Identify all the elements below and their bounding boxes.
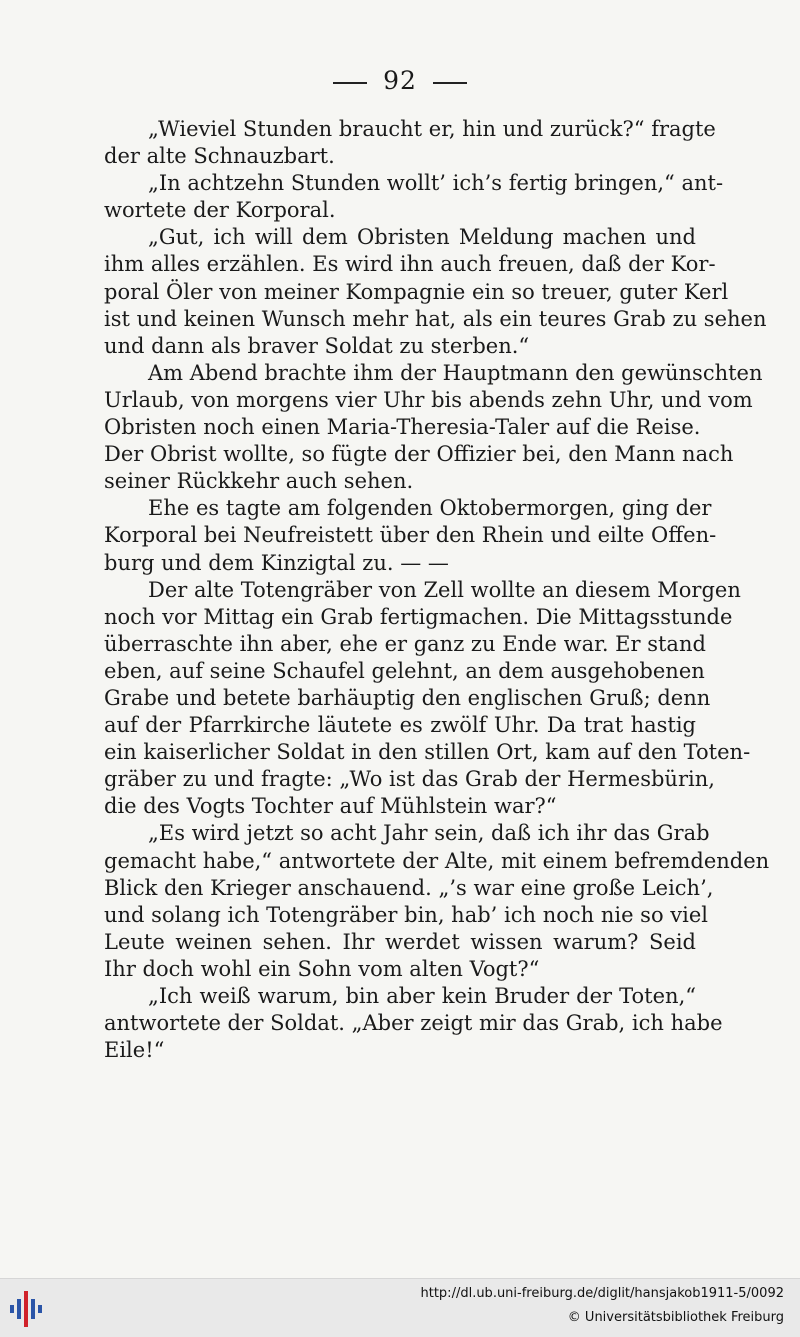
text-line: auf der Pfarrkirche läutete es zwölf Uhr. Da trat hastig — [104, 713, 696, 738]
header-dash-right — [433, 82, 467, 84]
permalink-url[interactable]: http://dl.ub.uni-freiburg.de/diglit/hansjakob1911-5/0092 — [420, 1286, 784, 1301]
text-line: Urlaub, von morgens vier Uhr bis abends zehn Uhr, und vom — [104, 387, 753, 412]
text-line: Blick den Krieger anschauend. „’s war eine große Leich’, — [104, 875, 714, 900]
text-line: überraschte ihn aber, ehe er ganz zu Ende war. Er stand — [104, 631, 706, 656]
text-line: poral Öler von meiner Kompagnie ein so treuer, guter Kerl — [104, 279, 729, 304]
page-number: 92 — [383, 66, 417, 95]
text-line: Der Obrist wollte, so fügte der Offizier bei, den Mann nach — [104, 442, 734, 467]
text-line: „Es wird jetzt so acht Jahr sein, daß ich ihr das Grab — [148, 821, 710, 846]
text-line: ihm alles erzählen. Es wird ihn auch freuen, daß der Kor- — [104, 252, 716, 277]
text-line: Eile!“ — [104, 1038, 165, 1063]
text-line: die des Vogts Tochter auf Mühlstein war?“ — [104, 794, 557, 819]
header-dash-left — [333, 82, 367, 84]
text-line: „Ich weiß warum, bin aber kein Bruder der Toten,“ — [148, 984, 696, 1008]
text-line: seiner Rückkehr auch sehen. — [104, 469, 414, 494]
text-line: „Gut, ich will dem Obristen Meldung machen und — [148, 225, 696, 250]
text-line: Obristen noch einen Maria-Theresia-Taler auf die Reise. — [104, 415, 701, 440]
text-line: ist und keinen Wunsch mehr hat, als ein teures Grab zu sehen — [104, 306, 767, 331]
text-line: der alte Schnauzbart. — [104, 144, 335, 169]
text-line: „Wieviel Stunden braucht er, hin und zurück?“ fragte — [148, 117, 716, 141]
ub-freiburg-logo-icon[interactable] — [10, 1291, 40, 1327]
text-line: „In achtzehn Stunden wollt’ ich’s fertig bringen,“ ant- — [148, 171, 724, 196]
text-line: und solang ich Totengräber bin, hab’ ich noch nie so viel — [104, 902, 708, 927]
text-line: Grabe und betete barhäuptig den englischen Gruß; denn — [104, 685, 711, 710]
text-line: eben, auf seine Schaufel gelehnt, an dem ausgehobenen — [104, 658, 705, 683]
text-line: und dann als braver Soldat zu sterben.“ — [104, 333, 530, 358]
text-line: gräber zu und fragte: „Wo ist das Grab der Hermesbürin, — [104, 767, 715, 792]
page-header — [0, 66, 800, 95]
text-line: noch vor Mittag ein Grab fertigmachen. Die Mittagsstunde — [104, 604, 733, 629]
body-text — [104, 116, 770, 1064]
text-line: ein kaiserlicher Soldat in den stillen Ort, kam auf den Toten- — [104, 740, 751, 765]
text-line: Korporal bei Neufreistett über den Rhein und eilte Offen- — [104, 523, 717, 548]
text-line: Ihr doch wohl ein Sohn vom alten Vogt?“ — [104, 956, 540, 981]
text-line: Leute weinen sehen. Ihr werdet wissen warum? Seid — [104, 929, 696, 954]
text-line: Am Abend brachte ihm der Hauptmann den gewünschten — [148, 360, 763, 385]
text-line: burg und dem Kinzigtal zu. — — — [104, 550, 449, 575]
text-line: antwortete der Soldat. „Aber zeigt mir das Grab, ich habe — [104, 1011, 723, 1036]
text-line: Der alte Totengräber von Zell wollte an diesem Morgen — [148, 577, 741, 602]
text-line: gemacht habe,“ antwortete der Alte, mit einem befremdenden — [104, 848, 770, 873]
viewer-footer — [0, 1278, 800, 1337]
text-line: Ehe es tagte am folgenden Oktobermorgen, ging der — [148, 496, 712, 521]
text-line: wortete der Korporal. — [104, 198, 336, 223]
copyright-notice: © Universitätsbibliothek Freiburg — [567, 1310, 784, 1325]
